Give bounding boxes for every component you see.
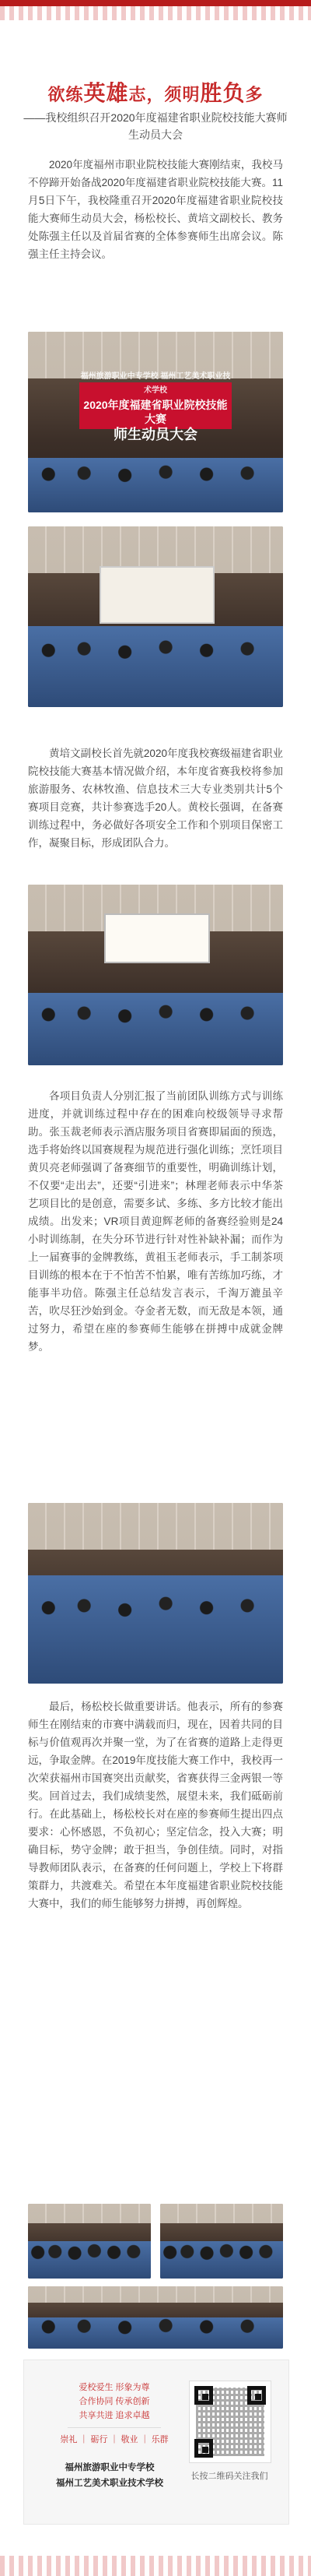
projection-screen: [104, 913, 209, 963]
bottom-ornament: [0, 2556, 311, 2576]
top-decor-band: [0, 0, 311, 6]
banner-line-2: 2020年度福建省职业院校技能大赛: [83, 399, 228, 426]
projection-screen: [100, 566, 215, 624]
top-ornament: [0, 6, 311, 20]
school-name-1: 福州旅游职业中专学校: [65, 2463, 155, 2472]
paragraph-intro: 2020年度福州市职业院校技能大赛刚结束，我校马不停蹄开始备战2020年度福建省职业院校技能大赛。11月5日下午，我校隆重召开2020年度福建省职业院校技能大赛师生动员大会，杨松校长、黄培文副校长、教务处陈强主任以及首届省赛的全体参赛师生出席会议。陈强主任主持会议。: [28, 159, 283, 260]
headline-emphasis: 胜负: [200, 81, 246, 105]
photo-group-hearts: [28, 1503, 283, 1684]
paragraph-principal-speech: 最后，杨松校长做重要讲话。他表示，所有的参赛师生在刚结束的市赛中满载而归，现在，因着共同的目标与价值观再次并聚一堂，为了在省赛的道路上走得更远，争取金牌。在2019年度技能大赛工作中，我校再一次荣获福州市国赛突出贡献奖，省赛获得三金两银一等奖。回首过去，我们成绩斐然，展望未来，我们砥砺前行。在此基础上，杨松校长对在座的参赛师生提出四点要求：心怀感恩，不负初心；坚定信念，投入大赛；明确目标，势守金牌；敢于担当，争创佳绩。同时，对指导教师团队表示，在备赛的任何问题上，学校上下将群策群力，共渡难关。希望在本年度福建省职业院校技能大赛中，我们的师生能够努力拼搏，再创辉煌。: [28, 1701, 283, 1909]
article-headline: [0, 76, 311, 107]
paragraph-vice-principal: 黄培文副校长首先就2020年度我校赛级福建省职业院校技能大赛基本情况做介绍，本年度省赛我校将参加旅游服务、农林牧渔、信息技术三大专业类别共计5个赛项目竞赛，共计参赛选手20人。黄校长强调，在备赛训练过程中，务必做好各项安全工作和个别项目保密工作，凝聚目标，形成团队合力。: [28, 748, 283, 849]
photo-meeting-right: [160, 2204, 283, 2279]
headline-emphasis: 英雄: [83, 81, 129, 105]
qr-code-icon[interactable]: [189, 2381, 271, 2463]
headline-text: 多: [245, 85, 264, 104]
school-name-2: 福州工艺美术职业技术学校: [56, 2479, 163, 2488]
paragraph-team-reports: 各项目负责人分别汇报了当前团队训练方式与训练进度，并就训练过程中存在的困难向校级领导寻求帮助。张玉裁老师表示酒店服务项目省赛即届面的预选，选手将始终以国赛规程为规范进行强化训练；烹饪项目黄贝亮老师强调了备赛细节的重要性，明确训练计划，不仅要“走出去”，还要“引进来”；林理老师表示中华茶艺项目比的是创意，需要多试、多练、多方比较才能出成绩。出发来；VR项目黄迎辉老师的备赛经验则是24小时训练制，在失分环节进行针对性补缺补漏；而作为上一届赛事的金牌教练，黄祖玉老师表示，手工制茶项目训练的根本在于不怕苦不怕累，唯有苦练加巧练，才能事半功倍。陈强主任总结发言表示，千淘万漉虽辛苦，吹尽狂沙始到金。夺金者无数，而无敌是本领，通过努力，希望在座的参赛师生能够在拼搏中成就金牌梦。: [28, 1090, 283, 1353]
banner-line-3: 师生动员大会: [113, 427, 197, 443]
banner-line-1: 福州旅游职业中专学校 福州工艺美术职业技术学校: [80, 372, 231, 396]
qr-caption: 长按二维码关注我们: [190, 2472, 268, 2481]
slogan-motto: 崇礼 ｜ 砺行 ｜ 敬业 ｜ 乐群: [60, 2435, 169, 2444]
slogan-line: 爱校爱生 形象为尊: [79, 2383, 150, 2392]
slogan-line: 合作协同 传承创新: [79, 2397, 150, 2406]
headline-text: 欲练: [47, 85, 84, 104]
school-names: [40, 2460, 180, 2491]
headline-text: 志，须明: [128, 85, 201, 104]
footer-card: [23, 2360, 289, 2525]
photo-speaker: [28, 885, 283, 1065]
article-subtitle: ——我校组织召开2020年度福建省职业院校技能大赛师生动员大会: [23, 111, 288, 141]
photo-meeting-left: [28, 2204, 151, 2279]
photo-stage-banner: [28, 332, 283, 512]
photo-audience: [28, 526, 283, 707]
photo-meeting-wide: [28, 2286, 283, 2349]
school-slogans: [52, 2381, 176, 2447]
slogan-line: 共享共进 追求卓越: [79, 2411, 150, 2420]
stage-banner: [79, 372, 232, 443]
